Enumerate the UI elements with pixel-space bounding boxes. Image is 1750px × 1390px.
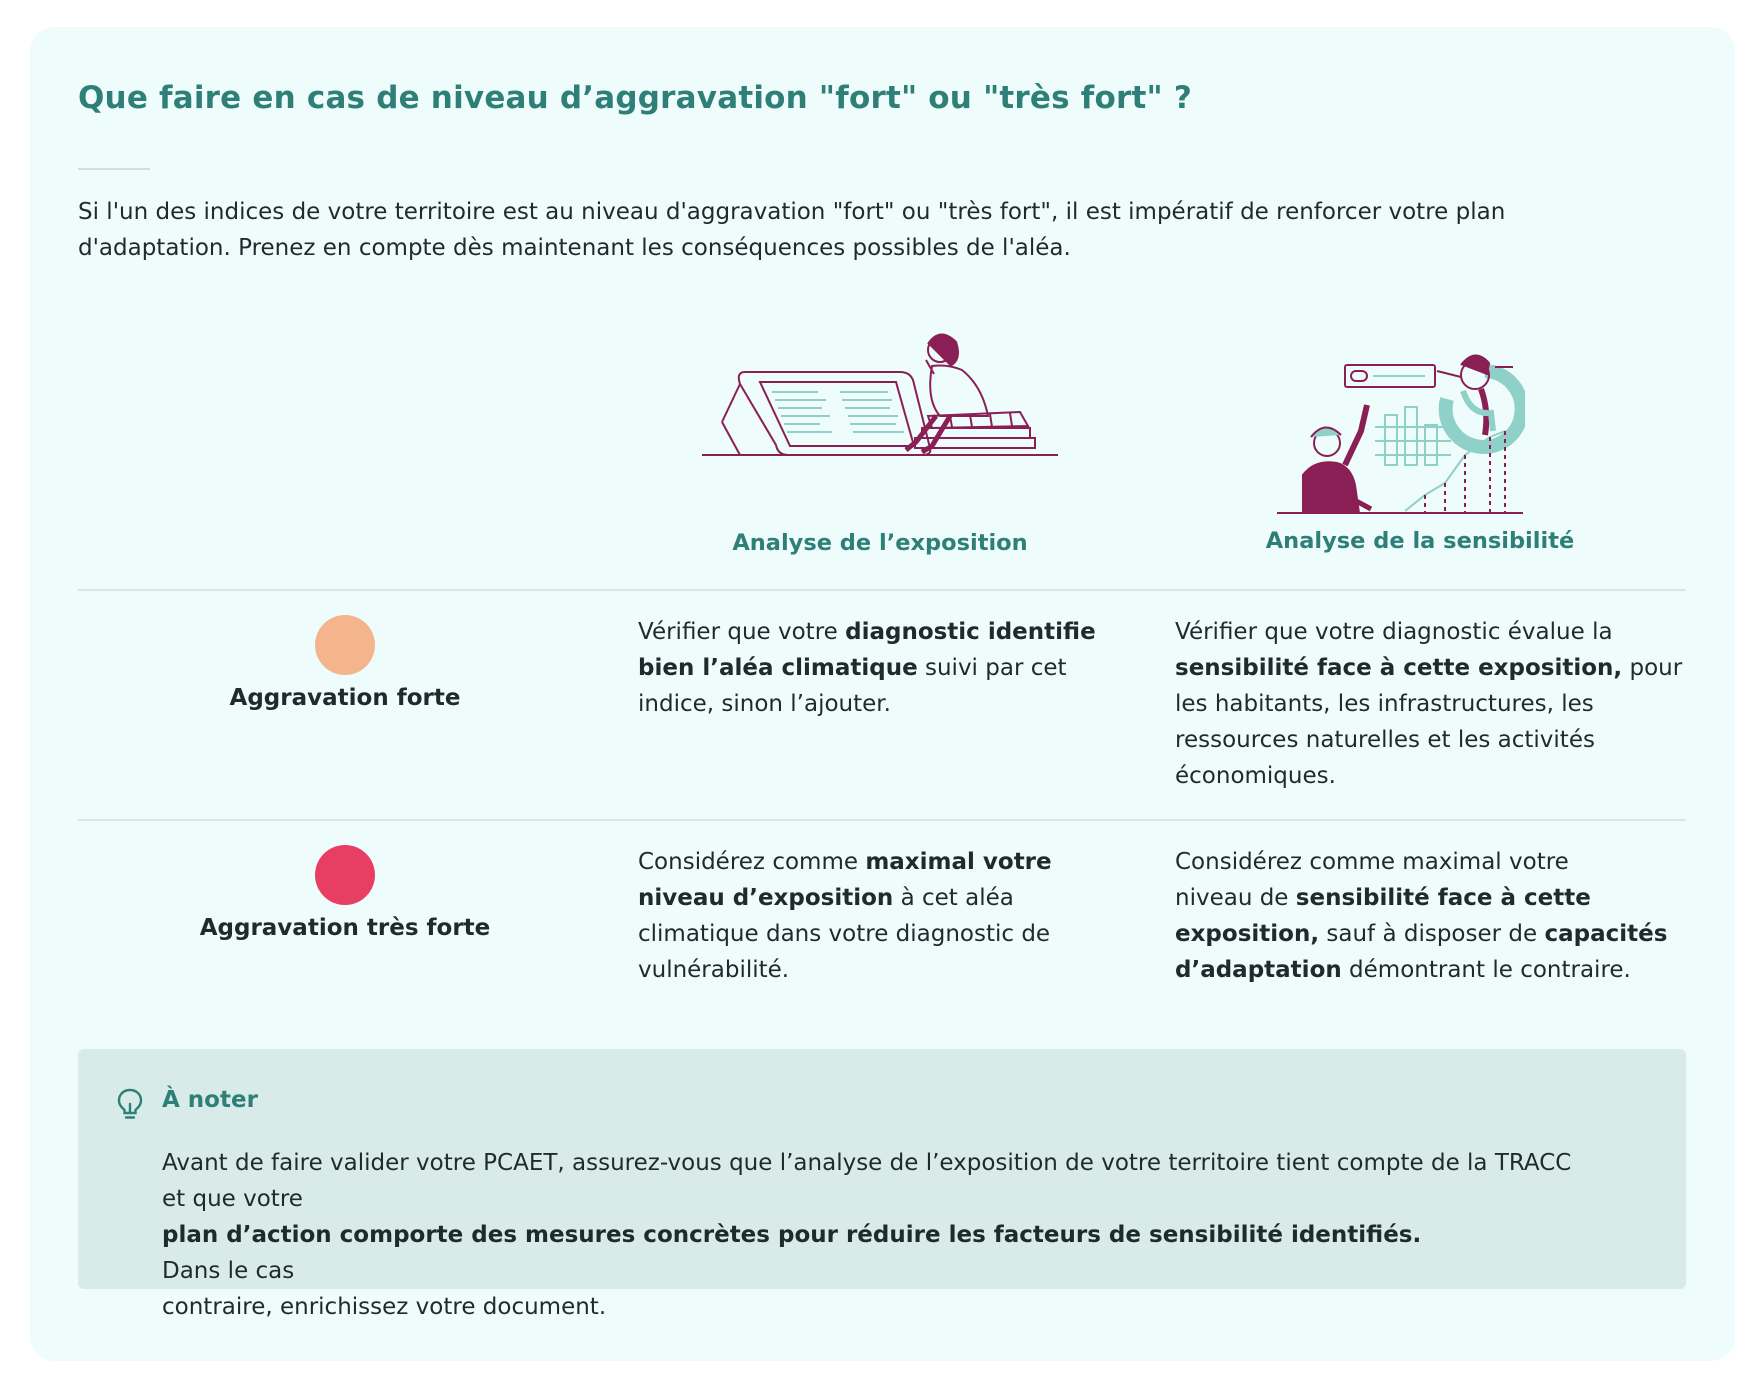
- text-line: [638, 686, 1108, 722]
- level-label: Aggravation très forte: [199, 915, 491, 941]
- text-line: [1175, 650, 1685, 686]
- person-with-tablet-and-books-illustration: [700, 330, 1060, 464]
- text-line: [1175, 722, 1685, 758]
- text-line: [638, 650, 1108, 686]
- title-divider: [78, 168, 150, 170]
- text-line: [162, 1181, 1642, 1289]
- intro-paragraph: [78, 194, 1598, 266]
- people-with-charts-illustration: [1275, 335, 1525, 519]
- bold-text: capacités: [1544, 921, 1668, 947]
- column-header-sensitivity: Analyse de la sensibilité: [1265, 528, 1575, 554]
- text-segment: Vérifier que votre diagnostic évalue la: [1175, 619, 1613, 645]
- text-line: [638, 880, 1108, 916]
- sensitivity-cell-forte: [1175, 614, 1685, 794]
- text-segment: Considérez comme: [638, 849, 866, 875]
- text-segment: niveau de: [1175, 885, 1296, 911]
- text-segment: à cet aléa: [893, 885, 1014, 911]
- column-header-exposure: Analyse de l’exposition: [732, 530, 1028, 556]
- text-segment: Avant de faire valider votre PCAET, assurez-vous que l’analyse de l’exposition de votre territoire tient compte de la TRACC: [162, 1150, 1572, 1176]
- bold-text: d’adaptation: [1175, 957, 1342, 983]
- text-segment: sauf à disposer de: [1319, 921, 1545, 947]
- level-label: Aggravation forte: [229, 685, 461, 711]
- text-segment: économiques.: [1175, 763, 1336, 789]
- text-line: [162, 1145, 1642, 1181]
- text-segment: suivi par cet: [917, 655, 1067, 681]
- level-aggravation-tres-forte: [150, 845, 540, 941]
- lightbulb-icon: [116, 1087, 144, 1125]
- text-line: [638, 614, 1108, 650]
- text-segment: Considérez comme maximal votre: [1175, 849, 1569, 875]
- bold-text: plan d’action comporte des mesures concrètes pour réduire les facteurs de sensibilité identifiés.: [162, 1222, 1422, 1248]
- text-segment: pour: [1622, 655, 1683, 681]
- table-row-divider: [78, 819, 1686, 821]
- bold-text: exposition,: [1175, 921, 1320, 947]
- text-line: [1175, 916, 1685, 952]
- bold-text: maximal votre: [865, 849, 1052, 875]
- bold-text: sensibilité face à cette: [1295, 885, 1591, 911]
- red-level-dot: [315, 845, 375, 905]
- text-line: [1175, 952, 1685, 988]
- bold-text: niveau d’exposition: [638, 885, 894, 911]
- bold-text: bien l’aléa climatique: [638, 655, 918, 681]
- text-segment: vulnérabilité.: [638, 957, 790, 983]
- intro-line: Si l'un des indices de votre territoire est au niveau d'aggravation "fort" ou "très fort", il est impératif de renforcer votre plan: [78, 199, 1506, 225]
- text-segment: et que votre: [162, 1186, 303, 1212]
- text-segment: climatique dans votre diagnostic de: [638, 921, 1051, 947]
- sensitivity-cell-tres-forte: [1175, 844, 1685, 988]
- table-row-divider: [78, 589, 1686, 591]
- note-text: [162, 1145, 1642, 1325]
- bold-text: sensibilité face à cette exposition,: [1175, 655, 1623, 681]
- level-aggravation-forte: [150, 615, 540, 711]
- text-segment: Vérifier que votre: [638, 619, 846, 645]
- exposure-cell-tres-forte: [638, 844, 1108, 988]
- intro-line: d'adaptation. Prenez en compte dès maintenant les conséquences possibles de l'aléa.: [78, 235, 1071, 261]
- text-line: [638, 952, 1108, 988]
- exposure-cell-forte: [638, 614, 1108, 722]
- text-segment: démontrant le contraire.: [1341, 957, 1631, 983]
- bold-text: diagnostic identifie: [845, 619, 1096, 645]
- page-title: Que faire en cas de niveau d’aggravation "fort" ou "très fort" ?: [78, 80, 1193, 116]
- text-line: [1175, 844, 1685, 880]
- text-segment: les habitants, les infrastructures, les: [1175, 691, 1594, 717]
- text-line: [1175, 758, 1685, 794]
- text-segment: contraire, enrichissez votre document.: [162, 1294, 607, 1320]
- text-line: [162, 1289, 1642, 1325]
- text-segment: ressources naturelles et les activités: [1175, 727, 1595, 753]
- text-segment: Dans le cas: [162, 1258, 295, 1284]
- text-line: [1175, 880, 1685, 916]
- text-line: [638, 844, 1108, 880]
- note-box: [78, 1049, 1686, 1320]
- note-title: À noter: [162, 1087, 258, 1113]
- text-line: [1175, 686, 1685, 722]
- orange-level-dot: [315, 615, 375, 675]
- text-line: [1175, 614, 1685, 650]
- text-segment: indice, sinon l’ajouter.: [638, 691, 891, 717]
- text-line: [638, 916, 1108, 952]
